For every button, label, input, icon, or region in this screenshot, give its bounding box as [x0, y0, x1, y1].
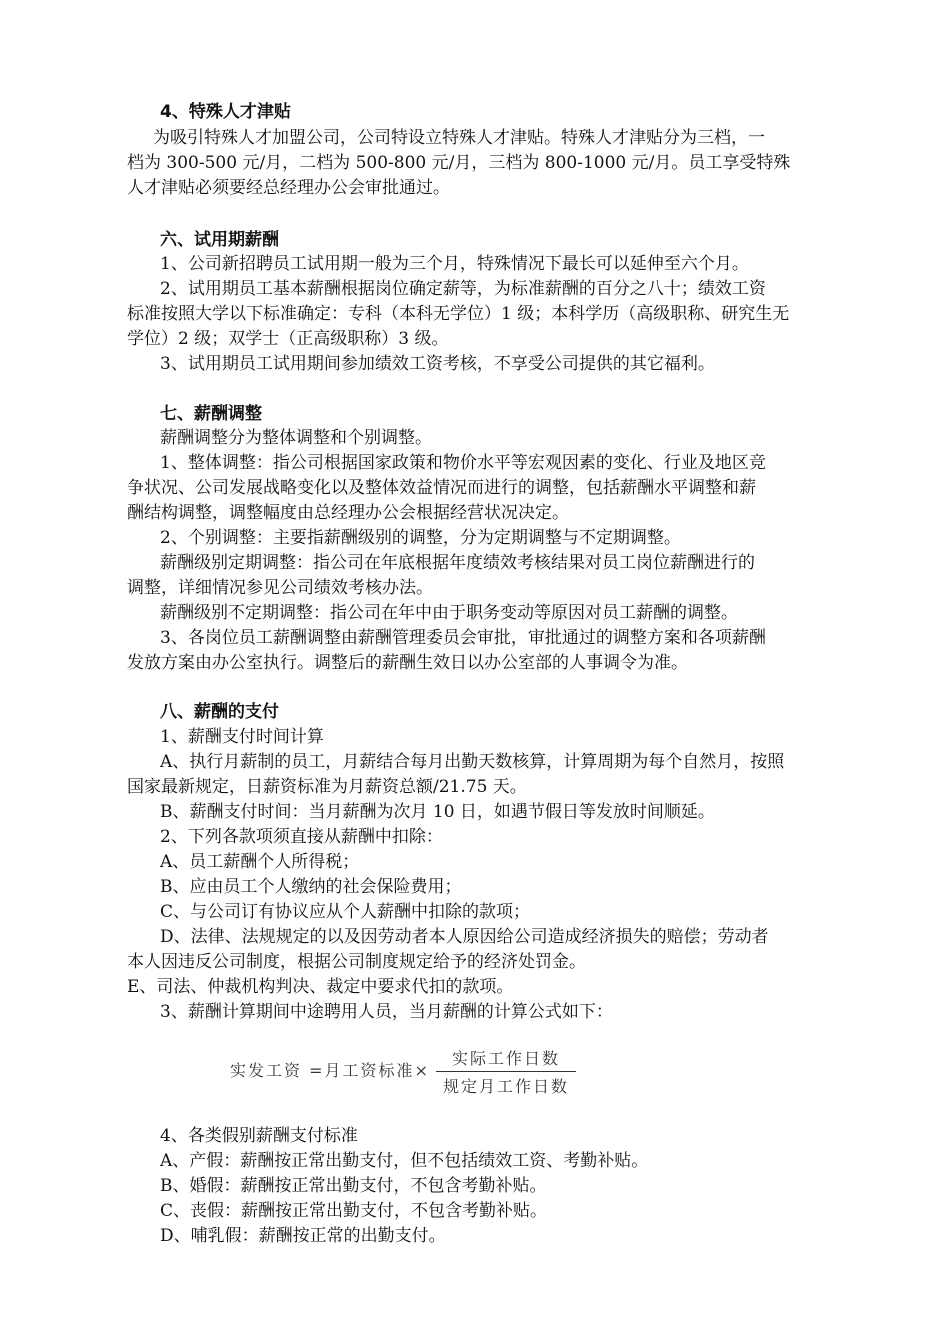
paragraph-line: 标准按照大学以下标准确定：专科（本科无学位）1 级；本科学历（高级职称、研究生无 — [127, 304, 790, 324]
paragraph-line: 4、各类假别薪酬支付标准 — [160, 1126, 358, 1146]
paragraph-line: 本人因违反公司制度，根据公司制度规定给予的经济处罚金。 — [127, 952, 586, 972]
paragraph-line: 薪酬级别不定期调整：指公司在年中由于职务变动等原因对员工薪酬的调整。 — [160, 603, 738, 623]
paragraph-line: A、执行月薪制的员工，月薪结合每月出勤天数核算，计算周期为每个自然月，按照 — [160, 752, 785, 772]
paragraph-line: 薪酬级别定期调整：指公司在年底根据年度绩效考核结果对员工岗位薪酬进行的 — [160, 553, 755, 573]
paragraph-line: 为吸引特殊人才加盟公司，公司特设立特殊人才津贴。特殊人才津贴分为三档，一 — [153, 128, 765, 148]
paragraph-line: 3、各岗位员工薪酬调整由薪酬管理委员会审批，审批通过的调整方案和各项薪酬 — [160, 628, 766, 648]
paragraph-line: B、应由员工个人缴纳的社会保险费用； — [160, 877, 462, 897]
paragraph-line: 1、整体调整：指公司根据国家政策和物价水平等宏观因素的变化、行业及地区竞 — [160, 453, 766, 473]
paragraph-line: 酬结构调整，调整幅度由总经理办公会根据经营状况决定。 — [127, 503, 569, 523]
formula-numerator: 实际工作日数 — [451, 1049, 560, 1068]
paragraph-line: 2、个别调整：主要指薪酬级别的调整，分为定期调整与不定期调整。 — [160, 528, 681, 548]
section-heading-probation: 六、试用期薪酬 — [160, 230, 279, 250]
paragraph-line: 调整，详细情况参见公司绩效考核办法。 — [127, 578, 433, 598]
section-heading-special-allowance: 4、特殊人才津贴 — [160, 102, 291, 122]
fraction-bar — [436, 1071, 576, 1072]
salary-formula — [230, 1046, 590, 1098]
paragraph-line: D、法律、法规规定的以及因劳动者本人原因给公司造成经济损失的赔偿；劳动者 — [160, 927, 769, 947]
paragraph-line: B、薪酬支付时间：当月薪酬为次月 10 日，如遇节假日等发放时间顺延。 — [160, 802, 715, 822]
paragraph-line: A、员工薪酬个人所得税； — [160, 852, 360, 872]
paragraph-line: 2、下列各款项须直接从薪酬中扣除： — [160, 827, 443, 847]
paragraph-line: C、与公司订有协议应从个人薪酬中扣除的款项； — [160, 902, 531, 922]
paragraph-line: 国家最新规定，日薪资标准为月薪资总额/21.75 天。 — [127, 777, 527, 797]
section-heading-adjustment: 七、薪酬调整 — [160, 404, 262, 424]
paragraph-line: B、婚假：薪酬按正常出勤支付，不包含考勤补贴。 — [160, 1176, 547, 1196]
paragraph-line: 人才津贴必须要经总经理办公会审批通过。 — [127, 178, 450, 198]
paragraph-line: 学位）2 级；双学士（正高级职称）3 级。 — [127, 329, 449, 349]
paragraph-line: E、司法、仲裁机构判决、裁定中要求代扣的款项。 — [127, 977, 514, 997]
paragraph-line: 争状况、公司发展战略变化以及整体效益情况而进行的调整，包括薪酬水平调整和薪 — [127, 478, 756, 498]
paragraph-line: C、丧假：薪酬按正常出勤支付，不包含考勤补贴。 — [160, 1201, 548, 1221]
paragraph-line: 档为 300-500 元/月，二档为 500-800 元/月，三档为 800-1000 元/月。员工享受特殊 — [127, 153, 791, 173]
formula-denominator: 规定月工作日数 — [442, 1077, 569, 1096]
paragraph-line: A、产假：薪酬按正常出勤支付，但不包括绩效工资、考勤补贴。 — [160, 1151, 649, 1171]
paragraph-line: 3、试用期员工试用期间参加绩效工资考核，不享受公司提供的其它福利。 — [160, 354, 715, 374]
paragraph-line: 1、薪酬支付时间计算 — [160, 727, 324, 747]
paragraph-line: D、哺乳假：薪酬按正常的出勤支付。 — [160, 1226, 446, 1246]
section-heading-payment: 八、薪酬的支付 — [160, 702, 279, 722]
paragraph-line: 3、薪酬计算期间中途聘用人员，当月薪酬的计算公式如下： — [160, 1002, 613, 1022]
paragraph-line: 发放方案由办公室执行。调整后的薪酬生效日以办公室部的人事调令为准。 — [127, 653, 688, 673]
paragraph-line: 薪酬调整分为整体调整和个别调整。 — [160, 428, 432, 448]
paragraph-line: 1、公司新招聘员工试用期一般为三个月，特殊情况下最长可以延伸至六个月。 — [160, 254, 749, 274]
paragraph-line: 2、试用期员工基本薪酬根据岗位确定薪等，为标准薪酬的百分之八十；绩效工资 — [160, 279, 766, 299]
formula-lhs: 实发工资 =月工资标准× — [230, 1061, 430, 1080]
